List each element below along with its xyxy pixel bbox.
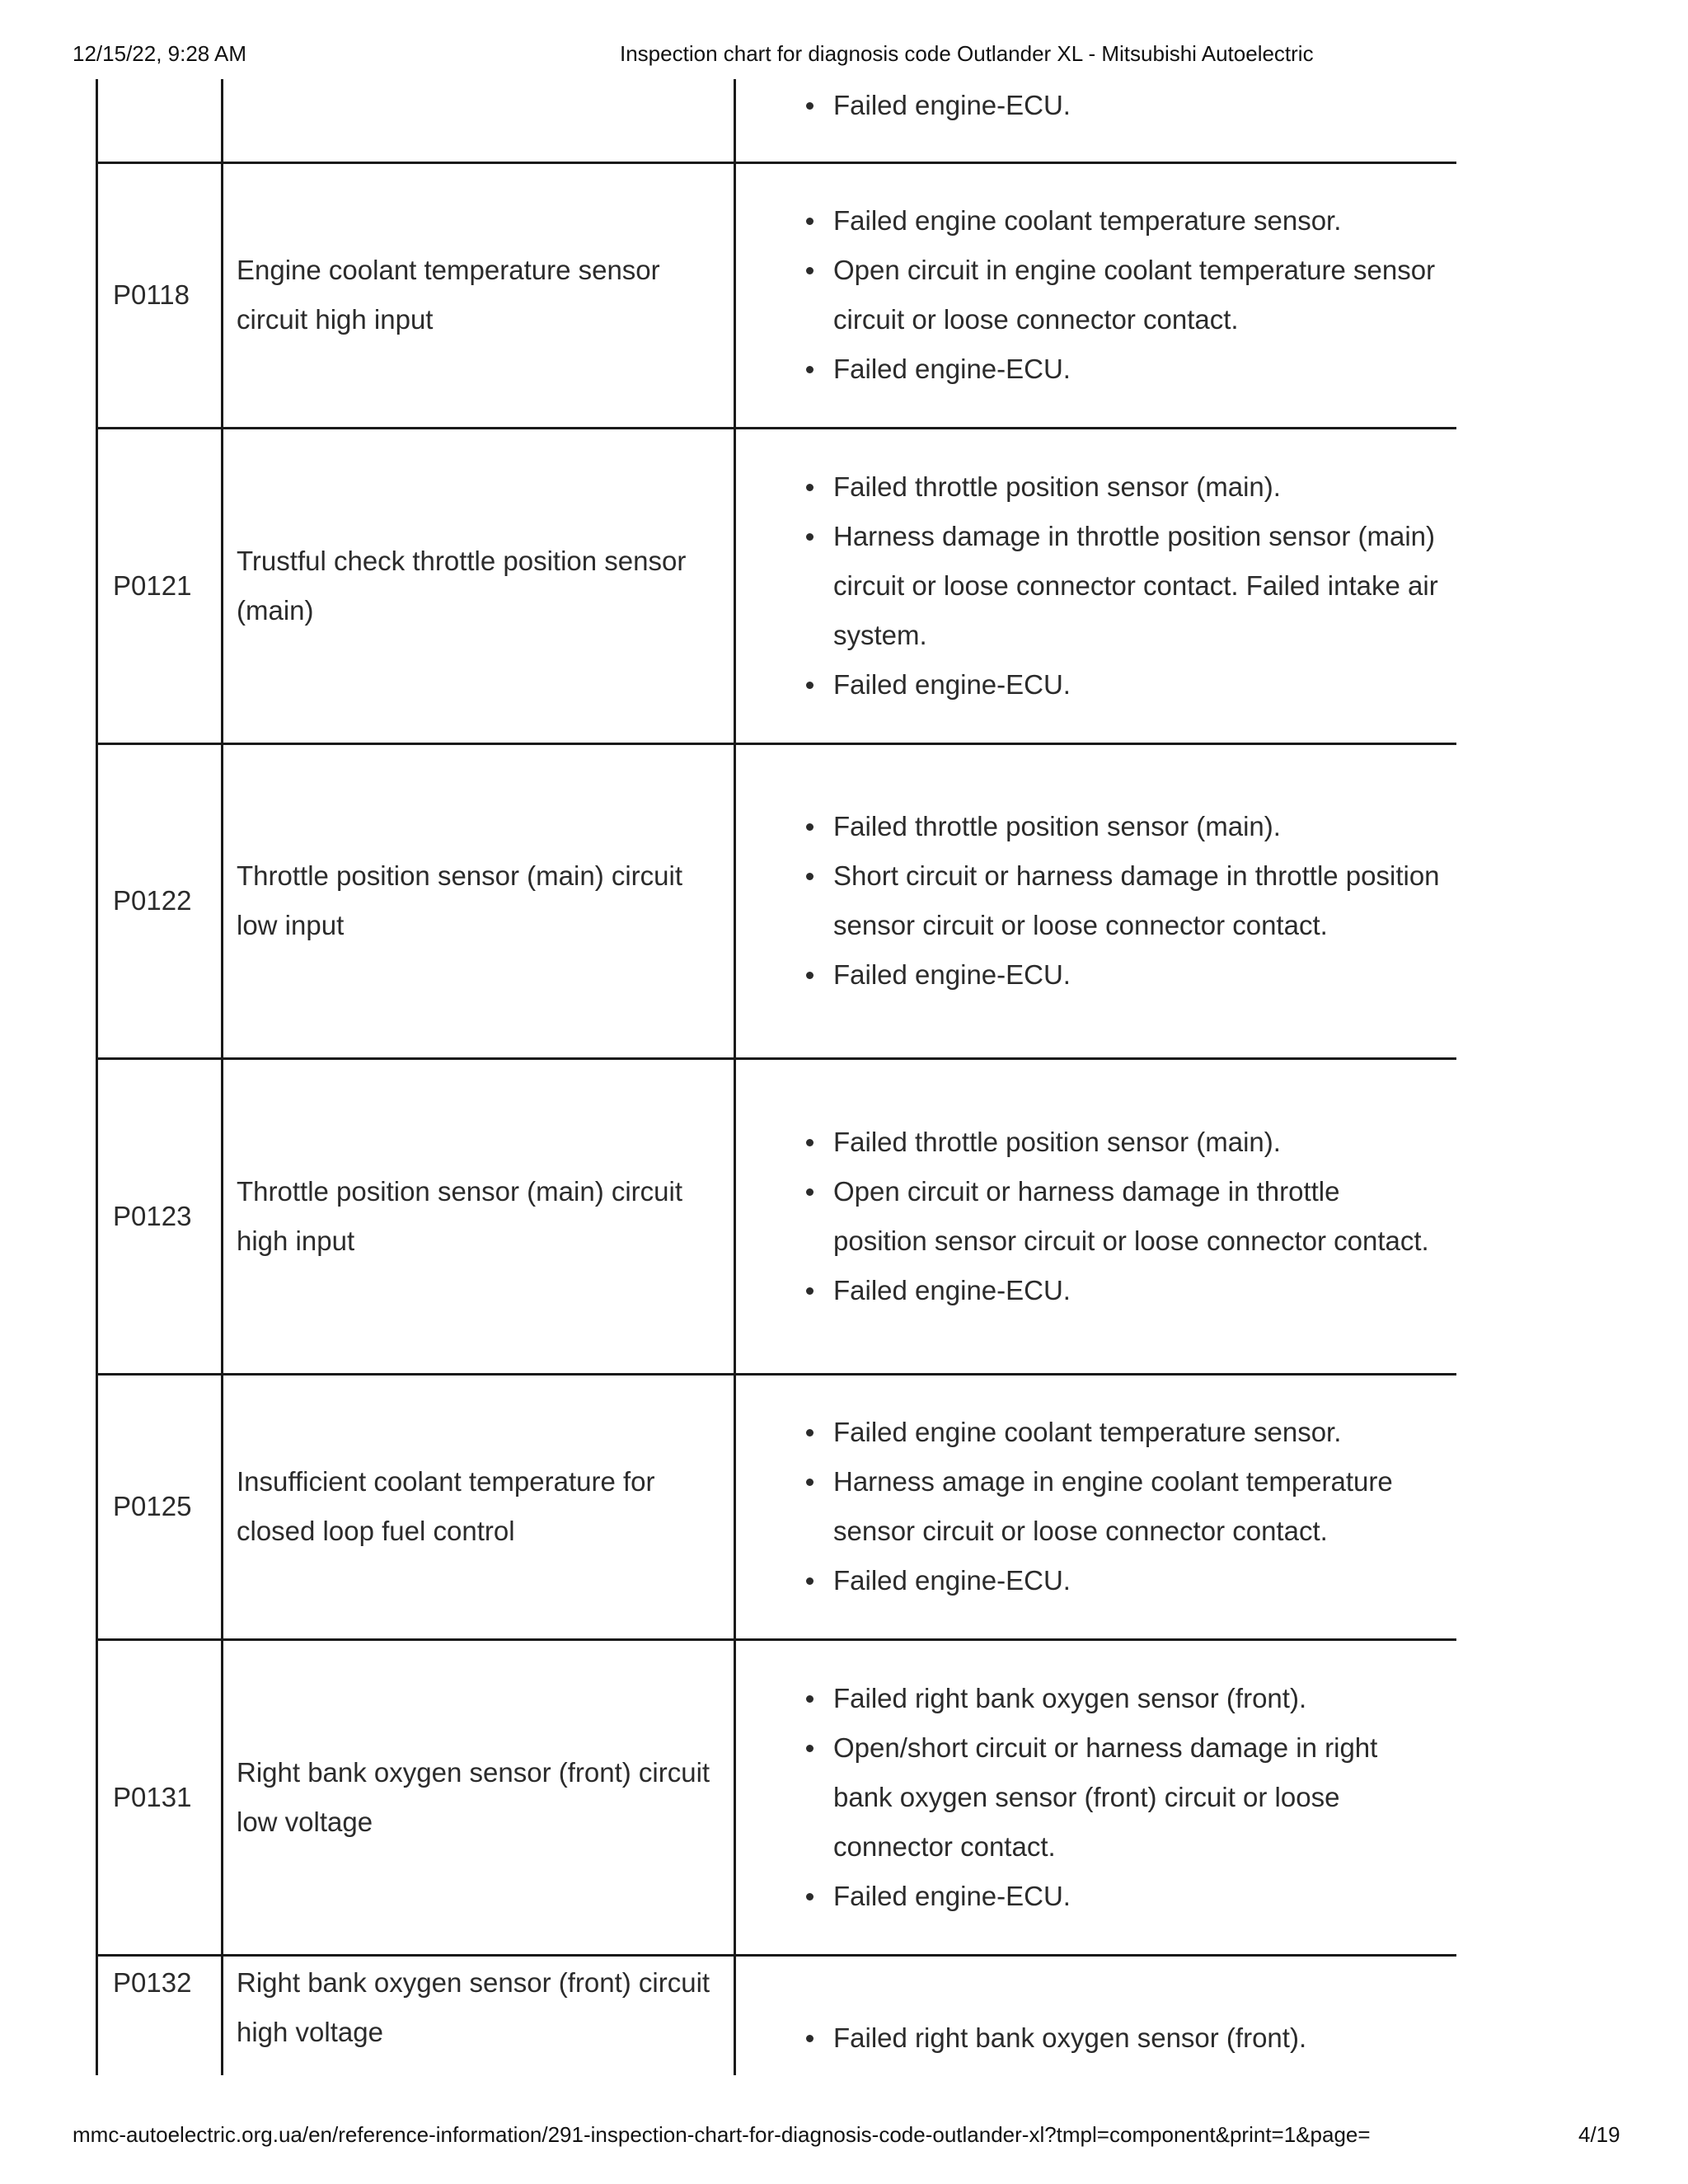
dtc-code-cell: P0121 bbox=[97, 428, 223, 743]
trouble-description-cell: Right bank oxygen sensor (front) circuit high voltage bbox=[223, 1955, 735, 2075]
trouble-description-cell bbox=[223, 79, 735, 162]
trouble-description-cell: Throttle position sensor (main) circuit high input bbox=[223, 1058, 735, 1374]
trouble-description-cell: Trustful check throttle position sensor (main) bbox=[223, 428, 735, 743]
diagnosis-code-table bbox=[96, 79, 1456, 2075]
dtc-code-cell: P0125 bbox=[97, 1374, 223, 1639]
cause-item: Failed engine coolant temperature sensor. bbox=[833, 196, 1440, 246]
cause-list bbox=[736, 462, 1456, 710]
table-row bbox=[97, 1955, 1457, 2075]
cause-item: Failed engine-ECU. bbox=[833, 1266, 1440, 1315]
trouble-description-cell: Insufficient coolant temperature for closed loop fuel control bbox=[223, 1374, 735, 1639]
cause-item: Failed engine-ECU. bbox=[833, 1872, 1440, 1921]
dtc-code-cell: P0131 bbox=[97, 1639, 223, 1955]
probable-cause-cell bbox=[735, 1058, 1457, 1374]
cause-item: Open/short circuit or harness damage in right bank oxygen sensor (front) circuit or loose connector contact. bbox=[833, 1723, 1440, 1872]
cause-item: Failed throttle position sensor (main). bbox=[833, 462, 1440, 512]
cause-list bbox=[736, 1408, 1456, 1605]
page-number: 4/19 bbox=[1578, 2122, 1620, 2147]
cause-item: Failed throttle position sensor (main). bbox=[833, 1118, 1440, 1167]
cause-item: Failed throttle position sensor (main). bbox=[833, 802, 1440, 851]
cause-item: Failed engine-ECU. bbox=[833, 1556, 1440, 1605]
table-row bbox=[97, 743, 1457, 1058]
table-row bbox=[97, 162, 1457, 428]
cause-item: Failed engine-ECU. bbox=[833, 344, 1440, 394]
trouble-description-cell: Right bank oxygen sensor (front) circuit low voltage bbox=[223, 1639, 735, 1955]
cause-item: Failed right bank oxygen sensor (front). bbox=[833, 1674, 1440, 1723]
dtc-code-cell: P0118 bbox=[97, 162, 223, 428]
dtc-code-cell: P0123 bbox=[97, 1058, 223, 1374]
probable-cause-cell bbox=[735, 743, 1457, 1058]
cause-list bbox=[736, 1118, 1456, 1315]
cause-item: Short circuit or harness damage in throttle position sensor circuit or loose connector contact. bbox=[833, 851, 1440, 950]
cause-item: Failed engine-ECU. bbox=[833, 660, 1440, 710]
probable-cause-cell bbox=[735, 1374, 1457, 1639]
trouble-description-cell: Throttle position sensor (main) circuit low input bbox=[223, 743, 735, 1058]
dtc-code-cell: P0122 bbox=[97, 743, 223, 1058]
table-row bbox=[97, 79, 1457, 162]
cause-item: Failed engine-ECU. bbox=[833, 81, 1440, 130]
probable-cause-cell bbox=[735, 1955, 1457, 2075]
probable-cause-cell bbox=[735, 428, 1457, 743]
cause-item: Failed right bank oxygen sensor (front). bbox=[833, 2013, 1440, 2063]
probable-cause-cell bbox=[735, 79, 1457, 162]
cause-item: Failed engine-ECU. bbox=[833, 950, 1440, 1000]
table-row bbox=[97, 1639, 1457, 1955]
print-footer bbox=[73, 2122, 1620, 2155]
cause-list bbox=[736, 2013, 1456, 2063]
dtc-code-cell bbox=[97, 79, 223, 162]
print-page-title: Inspection chart for diagnosis code Outlander XL - Mitsubishi Autoelectric bbox=[620, 41, 1314, 66]
cause-item: Failed engine coolant temperature sensor. bbox=[833, 1408, 1440, 1457]
cause-list bbox=[736, 81, 1456, 130]
cause-list bbox=[736, 196, 1456, 394]
trouble-description-cell: Engine coolant temperature sensor circuit high input bbox=[223, 162, 735, 428]
probable-cause-cell bbox=[735, 1639, 1457, 1955]
print-datetime: 12/15/22, 9:28 AM bbox=[73, 41, 247, 66]
table-row bbox=[97, 1374, 1457, 1639]
print-header bbox=[73, 41, 1615, 74]
cause-list bbox=[736, 1674, 1456, 1921]
cause-item: Harness damage in throttle position sensor (main) circuit or loose connector contact. Failed intake air system. bbox=[833, 512, 1440, 660]
dtc-code-cell: P0132 bbox=[97, 1955, 223, 2075]
cause-item: Harness amage in engine coolant temperature sensor circuit or loose connector contact. bbox=[833, 1457, 1440, 1556]
inspection-chart-table bbox=[96, 79, 1456, 2075]
table-row bbox=[97, 1058, 1457, 1374]
probable-cause-cell bbox=[735, 162, 1457, 428]
cause-list bbox=[736, 802, 1456, 1000]
cause-item: Open circuit in engine coolant temperature sensor circuit or loose connector contact. bbox=[833, 246, 1440, 344]
page-url: mmc-autoelectric.org.ua/en/reference-information/291-inspection-chart-for-diagnosis-code-outlander-xl?tmpl=component&print=1&page= bbox=[73, 2122, 1371, 2147]
table-row bbox=[97, 428, 1457, 743]
cause-item: Open circuit or harness damage in throttle position sensor circuit or loose connector contact. bbox=[833, 1167, 1440, 1266]
